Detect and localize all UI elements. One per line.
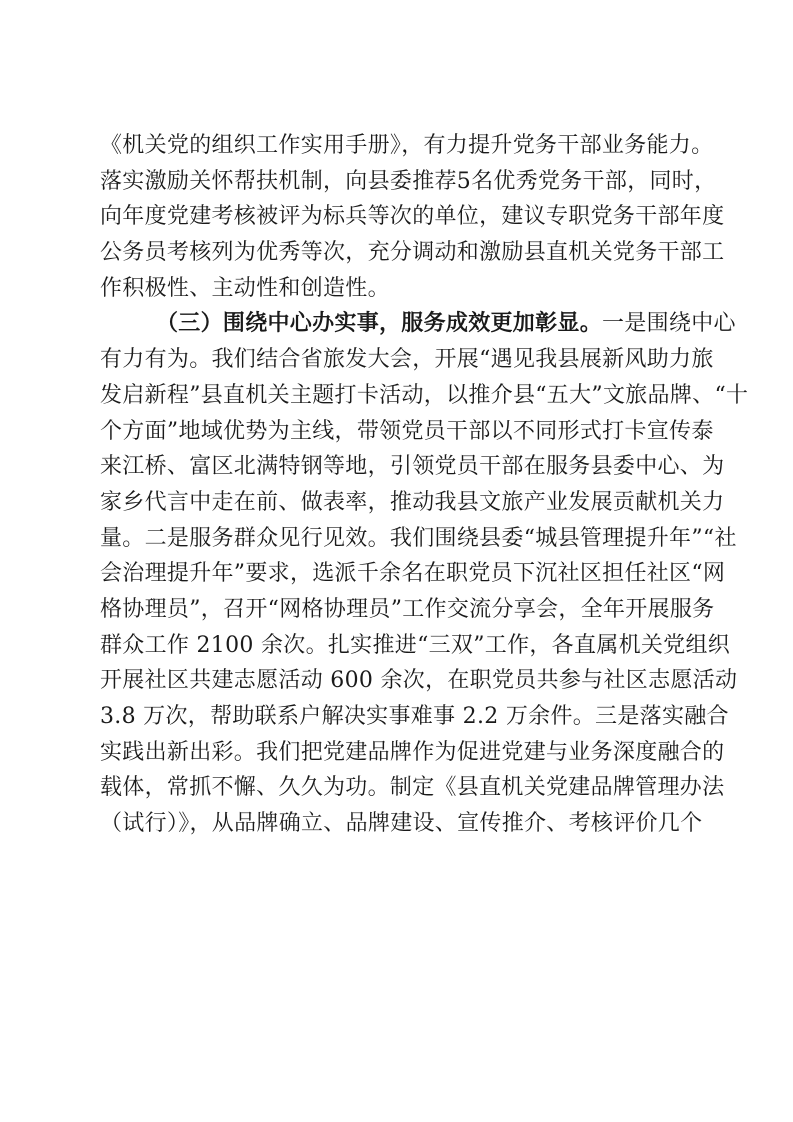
- text-line: 有力有为。我们结合省旅发大会，开展“遇见我县展新风助力旅: [100, 347, 714, 373]
- text-line: 3.8 万次，帮助联系户解决实事难事 2.2 万余件。三是落实融合: [100, 704, 729, 729]
- text-line: 公务员考核列为优秀等次，充分调动和激励县直机关党务干部工: [100, 240, 725, 266]
- text-line: 向年度党建考核被评为标兵等次的单位，建议专职党务干部年度: [100, 204, 725, 230]
- text-line: 落实激励关怀帮扶机制，向县委推荐5名优秀党务干部，同时，: [100, 168, 717, 194]
- text-line: 格协理员”，召开“网格协理员”工作交流分享会，全年开展服务: [100, 596, 715, 622]
- text-line: 个方面”地域优势为主线，带领党员干部以不同形式打卡宣传泰: [100, 418, 714, 444]
- text-line: 来江桥、富区北满特钢等地，引领党员干部在服务县委中心、为: [100, 454, 725, 480]
- text-line: 载体，常抓不懈、久久为功。制定《县直机关党建品牌管理办法: [100, 775, 725, 801]
- text-line: 量。二是服务群众见行见效。我们围绕县委“城县管理提升年”“社: [100, 525, 737, 551]
- text-line: 《机关党的组织工作实用手册》，有力提升党务干部业务能力。: [100, 133, 714, 158]
- text-line: 开展社区共建志愿活动 600 余次，在职党员共参与社区志愿活动: [100, 668, 738, 694]
- paragraph-1: [100, 128, 725, 306]
- text-line: 会治理提升年”要求，选派千余名在职党员下沉社区担任社区“网: [100, 561, 726, 587]
- paragraph-2-first-line: [100, 306, 736, 342]
- text-fragment: 一是围绕中心: [602, 311, 736, 337]
- text-line: 发启新程”县直机关主题打卡活动，以推介县“五大”文旅品牌、“十: [100, 382, 749, 408]
- section-heading: （三）围绕中心办实事，服务成效更加彰显。: [156, 310, 603, 337]
- text-line: 作积极性、主动性和创造性。: [100, 275, 390, 301]
- text-line: 群众工作 2100 余次。扎实推进“三双”工作，各直属机关党组织: [100, 632, 731, 658]
- document-body: [100, 128, 749, 842]
- text-line: 实践出新出彩。我们把党建品牌作为促进党建与业务深度融合的: [100, 739, 725, 765]
- text-line: （试行）》，从品牌确立、品牌建设、宣传推介、考核评价几个: [100, 811, 703, 837]
- paragraph-2: [100, 306, 749, 841]
- text-line: 家乡代言中走在前、做表率，推动我县文旅产业发展贡献机关力: [100, 489, 725, 515]
